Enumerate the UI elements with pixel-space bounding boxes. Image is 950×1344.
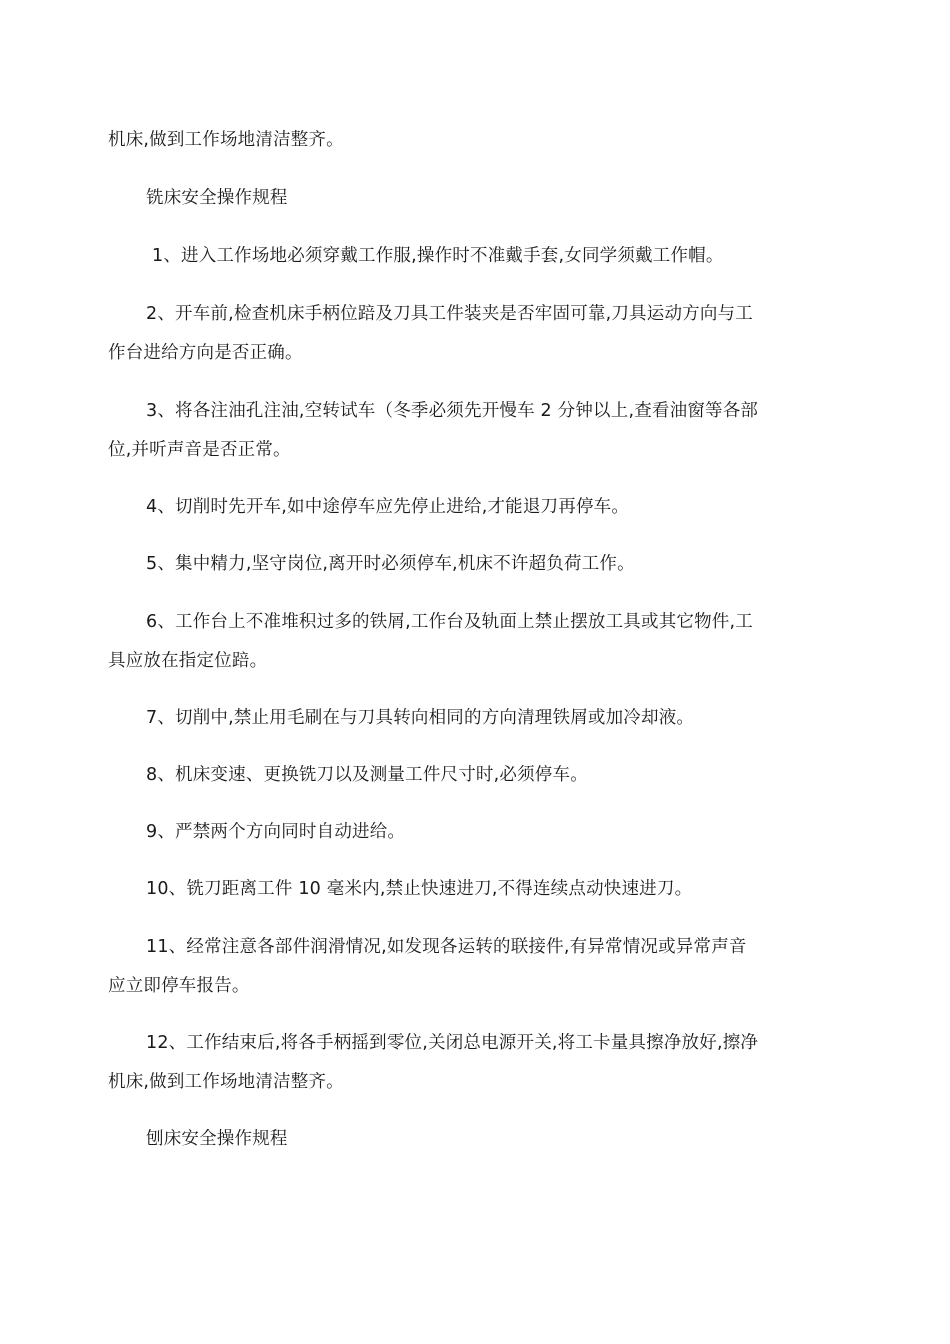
text-line-continuation: 机床,做到工作场地清洁整齐。 (108, 130, 344, 150)
rule-3-line-2: 位,并听声音是否正常。 (108, 440, 291, 460)
rule-12-line-1: 12、工作结束后,将各手柄摇到零位,关闭总电源开关,将工卡量具擦净放好,擦净 (146, 1033, 759, 1053)
rule-11-line-1: 11、经常注意各部件润滑情况,如发现各运转的联接件,有异常情况或异常声音 (146, 937, 747, 957)
rule-5: 5、集中精力,坚守岗位,离开时必须停车,机床不许超负荷工作。 (146, 554, 635, 574)
rule-4: 4、切削时先开车,如中途停车应先停止进给,才能退刀再停车。 (146, 497, 630, 517)
rule-1: 1、进入工作场地必须穿戴工作服,操作时不准戴手套,女同学须戴工作帽。 (152, 246, 724, 266)
rule-6-line-1: 6、工作台上不准堆积过多的铁屑,工作台及轨面上禁止摆放工具或其它物件,工 (146, 612, 753, 632)
rule-9: 9、严禁两个方向同时自动进给。 (146, 822, 406, 842)
rule-8: 8、机床变速、更换铣刀以及测量工件尺寸时,必须停车。 (146, 765, 588, 785)
rule-10: 10、铣刀距离工件 10 毫米内,禁止快速进刀,不得连续点动快速进刀。 (146, 879, 693, 899)
section-heading-milling: 铣床安全操作规程 (146, 188, 288, 208)
rule-11-line-2: 应立即停车报告。 (108, 976, 250, 996)
rule-3-line-1: 3、将各注油孔注油,空转试车（冬季必须先开慢车 2 分钟以上,查看油窗等各部 (146, 401, 759, 421)
rule-12-line-2: 机床,做到工作场地清洁整齐。 (108, 1072, 344, 1092)
rule-6-line-2: 具应放在指定位踣。 (108, 651, 268, 671)
section-heading-planing: 刨床安全操作规程 (146, 1129, 288, 1149)
rule-7: 7、切削中,禁止用毛刷在与刀具转向相同的方向清理铁屑或加冷却液。 (146, 708, 695, 728)
rule-2-line-2: 作台进给方向是否正确。 (108, 343, 303, 363)
rule-2-line-1: 2、开车前,检查机床手柄位踣及刀具工件装夹是否牢固可靠,刀具运动方向与工 (146, 304, 753, 324)
